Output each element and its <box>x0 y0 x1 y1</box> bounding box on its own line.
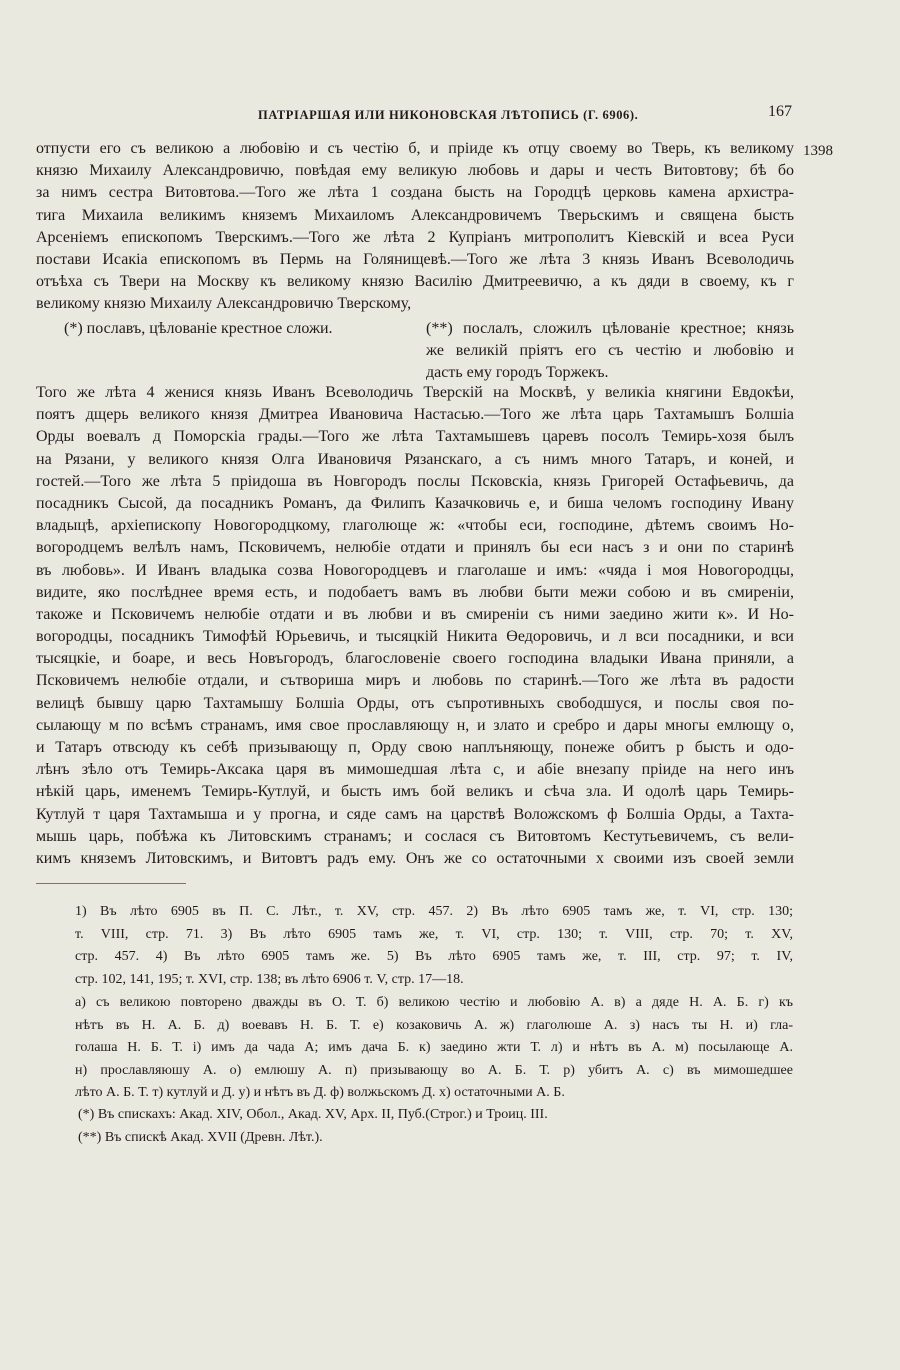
text-line: сылающу м по всѣмъ странамъ, имя свое прославляющу н, и злато и сребро и дары многы емлющу о, <box>36 716 794 734</box>
chronicle-text-bottom <box>36 382 794 870</box>
variant-reading-left: (*) пославъ, цѣлованіе крестное сложи. <box>64 320 333 337</box>
text-line: поятъ дщерь великого князя Дмитреа Ивановича Настасью.—Того же лѣта царь Тахтамышъ Болшіа <box>36 406 794 424</box>
footnote-line: а) съ великою повторено дважды въ О. Т. б) великою честію и любовію А. в) а дяде Н. А. Б. г) къ <box>75 995 793 1010</box>
text-line: гостей.—Того же лѣта 5 пріидоша въ Новгородъ послы Псковскіа, князь Григорей Остафьевичь, да <box>36 472 794 490</box>
header-title: ПАТРІАРШАЯ ИЛИ НИКОНОВСКАЯ ЛѢТОПИСЬ (Г. 6906). <box>258 108 639 122</box>
variant-line: дасть ему городъ Торжекъ. <box>426 364 609 382</box>
text-line: вогородцы, посадникъ Тимофѣй Юрьевичь, и тысяцкій Никита Өедоровичь, и л вси посадники, и вси <box>36 628 794 646</box>
text-line: и Татаръ отвсюду къ себѣ призывающу п, Орду свою наплъняющу, понеже обитъ р бысть и одо- <box>36 739 794 756</box>
variant-footnotes <box>75 992 793 1105</box>
footnote-line: лѣто А. Б. Т. т) кутлуй и Д. у) и нѣтъ въ Д. ф) волжьскомъ Д. х) остаточными А. Б. <box>75 1085 565 1100</box>
footnote-line: н) прославляюшу А. о) емлюшу А. п) призывающу во А. Б. Т. р) убитъ А. с) въ мимошедшее <box>75 1062 793 1078</box>
text-line: мышь царь, побѣжа къ Литовскимъ странамъ; и сослася съ Витовтомъ Кестутьевичемъ, съ вели- <box>36 827 794 845</box>
variant-reading-right <box>426 318 794 385</box>
text-line: отпусти его съ великою а любовію и съ честію б, и пріиде къ отцу своему во Тверь, къ великому <box>36 140 794 157</box>
footnote-line: стр. 457. 4) Въ лѣто 6905 тамъ же. 5) Въ лѣто 6905 тамъ же, т. III, стр. 97; т. IV, <box>75 949 793 964</box>
manuscript-sources <box>78 1104 796 1149</box>
text-line: въ любовь». И Иванъ владыка созва Новогородцевъ и глаголаше и имъ: «чяда і моя Новогородцы, <box>36 561 794 579</box>
footnote-line: стр. 102, 141, 195; т. XVI, стр. 138; въ лѣто 6906 т. V, стр. 17—18. <box>75 971 464 987</box>
text-line: кимъ княземъ Литовскимъ, и Витовтъ радъ ему. Онъ же со остаточными х своими изъ своей земли <box>36 849 794 867</box>
footnote-divider <box>36 883 186 884</box>
text-line: тига Михаила великимъ княземъ Михаиломъ Александровичемъ Тверьскимъ и священа бысть <box>36 206 794 224</box>
text-line: отъѣха съ Твери на Москву къ великому князю Василію Дмитреевичю, а къ дяди в своему, къ г <box>36 273 794 291</box>
footnote-line: (**) Въ спискѣ Акад. XVII (Древн. Лѣт.). <box>78 1129 323 1145</box>
text-line: тысяцкіе, и боаре, и весь Новъгородъ, благословеніе своего господина владыки Ивана приняли, а <box>36 650 794 668</box>
variant-line: (**) послалъ, сложилъ цѣлованіе крестное; князь <box>426 320 794 337</box>
text-line: Того же лѣта 4 женися князь Иванъ Всеволодичь Тверскій на Москвѣ, у великіа княгини Евдокѣи, <box>36 384 794 401</box>
text-line: видите, яко послѣднее время есть, и подобаетъ вамъ въ любви быти межи собою и въ смиреніи, <box>36 583 794 601</box>
footnote-line: т. VIII, стр. 71. 3) Въ лѣто 6905 тамъ же, т. VI, стр. 130; т. VIII, стр. 70; т. XV, <box>75 926 793 942</box>
text-line: такоже и Псковичемъ нелюбіе отдати и въ любви и въ смиреніи съ ними заедино жити к». И Но- <box>36 605 794 623</box>
text-line: Орды воевалъ д Поморскіа грады.—Того же лѣта Тахтамышевъ царевъ посолъ Темирь-хозя былъ <box>36 428 794 446</box>
source-footnotes <box>75 901 793 991</box>
text-line: князю Михаилу Александровичю, повѣдая ему великую любовь и дары и честь Витовтову; бѣ бо <box>36 162 794 180</box>
text-line: великому князю Михаилу Александровичю Тверскому, <box>36 295 412 313</box>
variant-line: же великій пріятъ его съ честію и любовію и <box>426 342 794 360</box>
page-number: 167 <box>768 103 792 120</box>
text-line: вогородцемъ велѣлъ намъ, Псковичемъ, нелюбіе отдати и принялъ бы еси насъ з и они по старинѣ <box>36 539 794 557</box>
text-line: велицѣ бывшу царю Тахтамышу Болшіа Орды, отъ съпротивныхъ свободшуся, и послы своя по- <box>36 694 794 712</box>
chronicle-text-top <box>36 138 794 316</box>
text-line: на Рязани, у великого князя Олга Ивановичя Рязанскаго, а съ нимъ много Татаръ, и коней, и <box>36 450 794 468</box>
text-line: лѣнъ зѣло отъ Темирь-Аксака царя въ мимошедшая лѣта с, и абіе внезапу пріиде на него инъ <box>36 761 794 779</box>
text-line: Арсеніемъ епископомъ Тверскимъ.—Того же лѣта 2 Купріанъ митрополитъ Кіевскій и всеа Руси <box>36 228 794 246</box>
footnote-line: нѣтъ въ Н. А. Б. д) воевавъ Н. Б. Т. е) козаковичь А. ж) глаголюше А. з) насъ ты Н. и) гла- <box>75 1017 793 1033</box>
margin-year: 1398 <box>803 143 833 159</box>
footnote-line: 1) Въ лѣто 6905 въ П. С. Лѣт., т. XV, стр. 457. 2) Въ лѣто 6905 тамъ же, т. VI, стр. 130; <box>75 904 793 919</box>
text-line: посадникъ Сысой, да посадникъ Романъ, да Филипъ Казачковичь е, и биша челомъ господину Ивану <box>36 494 794 512</box>
text-line: нѣкій царь, именемъ Темирь-Кутлуй, и бысть имъ бой великъ и сѣча зла. И одолѣ царь Темирь- <box>36 783 794 801</box>
text-line: за нимъ сестра Витовтова.—Того же лѣта 1 создана бысть на Городцѣ церковь камена архистра- <box>36 184 794 202</box>
text-line: владыцѣ, архіепископу Новогородцкому, глаголюще ж: «чтобы еси, господине, дѣтемъ своимъ Но- <box>36 517 794 535</box>
text-line: Псковичемъ нелюбіе отдали, и сътвориша миръ и любовь по старинѣ.—Того же лѣта въ радости <box>36 672 794 690</box>
text-line: Кутлуй т царя Тахтамыша и у прогна, и сяде самъ на царствѣ Воложскомъ ф Болшіа Орды, а Тахта- <box>36 805 794 823</box>
footnote-line: голаша Н. Б. Т. і) имъ да чада А; имъ дача Б. к) заедино жти Т. л) и нѣтъ въ А. м) посылающе А. <box>75 1040 793 1055</box>
text-line: постави Исакіа епископомъ въ Пермь на Голянищевѣ.—Того же лѣта 3 князь Иванъ Всеволодичь <box>36 250 794 268</box>
footnote-line: (*) Въ спискахъ: Акад. XIV, Обол., Акад. XV, Арх. II, Пуб.(Строг.) и Троиц. III. <box>78 1107 548 1122</box>
